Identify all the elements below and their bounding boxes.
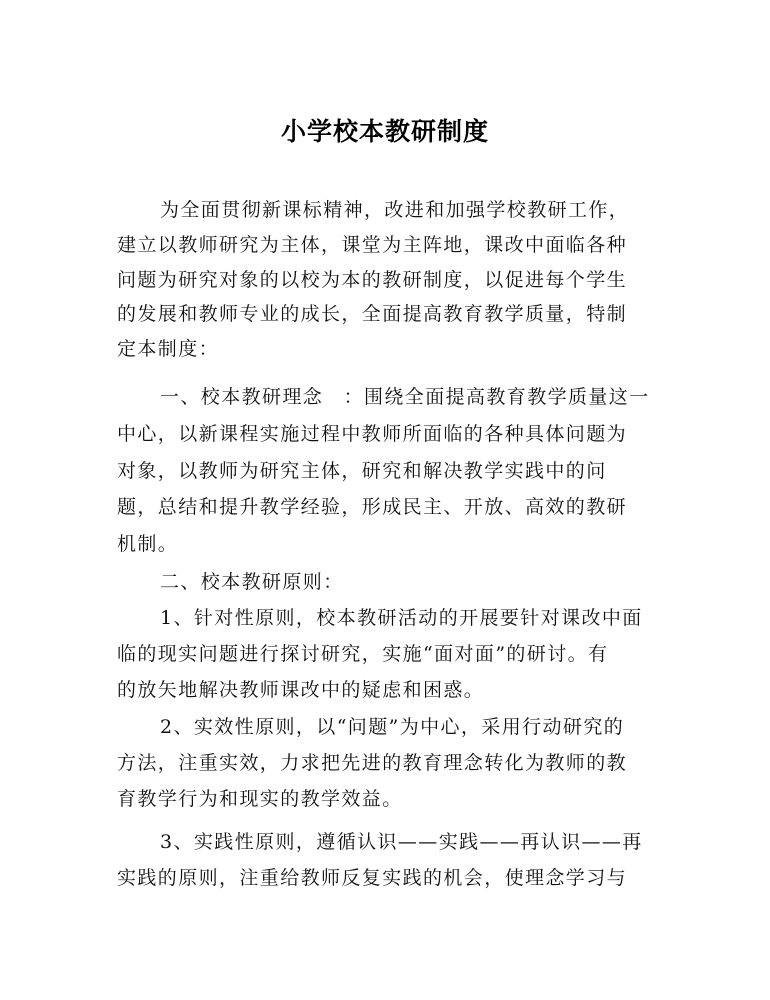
paragraph-line: 育教学行为和现实的教学效益。 [117, 788, 403, 810]
paragraph-line: 建立以教师研究为主体，课堂为主阵地，课改中面临各种 [117, 234, 628, 256]
paragraph-line: 的放矢地解决教师课改中的疑虑和困惑。 [117, 679, 485, 701]
document-title: 小学校本教研制度 [280, 117, 489, 146]
paragraph-line: 2、实效性原则，以“问题”为中心，采用行动研究的 [160, 716, 625, 738]
paragraph-line: 机制。 [117, 533, 179, 555]
paragraph-line: 一、校本教研理念 ：围绕全面提高教育教学质量这一 [160, 386, 650, 408]
paragraph-line: 的发展和教师专业的成长，全面提高教育教学质量，特制 [117, 303, 628, 325]
paragraph-line: 实践的原则，注重给教师反复实践的机会，使理念学习与 [117, 867, 628, 889]
paragraph-line: 1、针对性原则，校本教研活动的开展要针对课改中面 [160, 607, 643, 629]
paragraph-line: 临的现实问题进行探讨研究，实施“面对面”的研讨。有 [117, 643, 609, 665]
paragraph-line: 方法，注重实效，力求把先进的教育理念转化为教师的教 [117, 752, 628, 774]
paragraph-line: 题，总结和提升教学经验，形成民主、开放、高效的教研 [117, 496, 628, 518]
paragraph-line: 对象，以教师为研究主体，研究和解决教学实践中的问 [117, 460, 607, 482]
paragraph-line: 问题为研究对象的以校为本的教研制度，以促进每个学生 [117, 269, 628, 291]
paragraph-line: 为全面贯彻新课标精神，改进和加强学校教研工作， [160, 199, 630, 221]
paragraph-line: 中心，以新课程实施过程中教师所面临的各种具体问题为 [117, 423, 628, 445]
paragraph-line: 二、校本教研原则： [160, 571, 344, 593]
paragraph-line: 定本制度： [117, 338, 220, 360]
paragraph-line: 3、实践性原则，遵循认识——实践——再认识——再 [160, 831, 643, 853]
